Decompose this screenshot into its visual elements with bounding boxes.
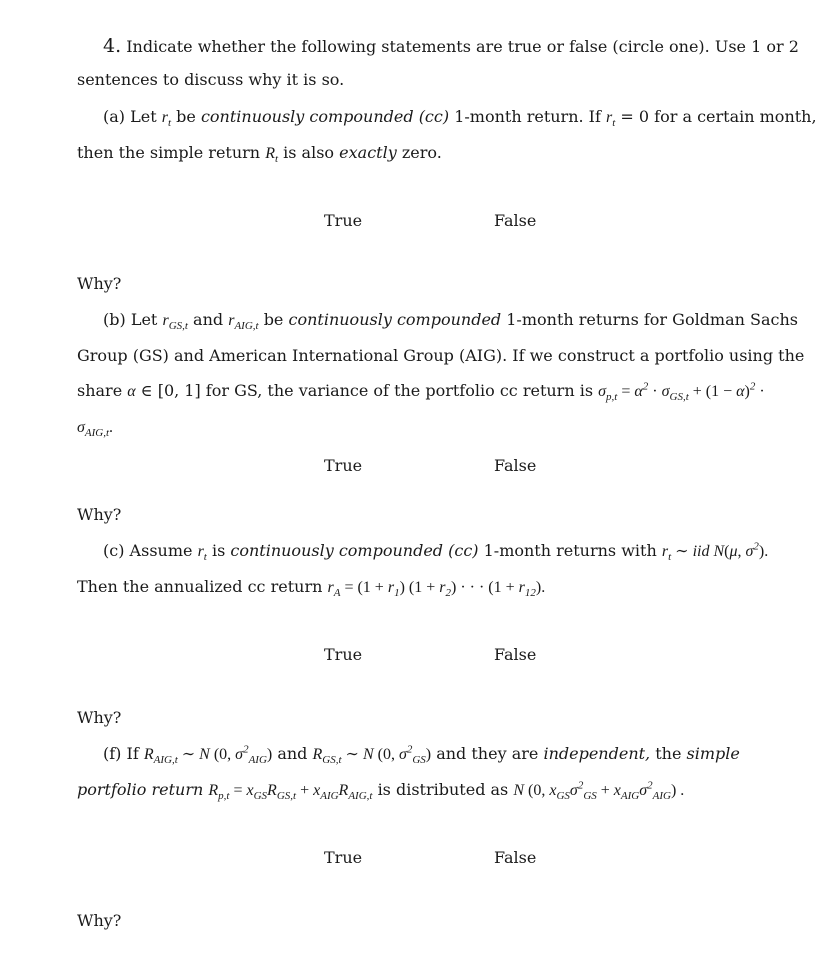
emphasis: portfolio return [77, 780, 204, 799]
math-alpha: α [127, 383, 136, 400]
text: be [263, 310, 284, 329]
text: zero. [401, 143, 442, 162]
math-raig-dist: $R_{AIG,t}$ ∼ N (0, $\sigma^2_{AIG}$) [143, 743, 273, 767]
part-b-line3 [77, 381, 765, 402]
why-label: Why? [77, 911, 122, 930]
text: = 0 for a certain month, [620, 107, 817, 126]
text: If [126, 744, 139, 763]
emphasis: exactly [339, 143, 397, 162]
part-a-label: (a) [103, 107, 126, 126]
question-intro-line2: sentences to discuss why it is so. [77, 70, 345, 89]
math-Rt: $R_t$ [265, 145, 279, 166]
text: is also [283, 143, 335, 162]
question-number: 4. [103, 35, 122, 57]
part-b-label: (b) [103, 310, 126, 329]
math-rt: $r_t$ [161, 109, 172, 130]
question-intro-line1: Indicate whether the following statements are true or false (circle one). Use 1 or 2 [126, 37, 799, 56]
why-label: Why? [77, 505, 122, 524]
math-portfolio-dist: N (0, $x_{GS}\sigma^2_{GS} + x_{AIG}\sigma^2_{AIG}$) . [513, 779, 685, 803]
text: and they are [436, 744, 539, 763]
true-option[interactable]: True [324, 211, 363, 230]
text: Let [130, 107, 157, 126]
part-c-label: (c) [103, 541, 125, 560]
text: Let [130, 310, 158, 329]
false-option[interactable]: False [494, 848, 537, 867]
text: Assume [129, 541, 193, 560]
text: be [176, 107, 196, 126]
part-f-line2 [77, 780, 684, 801]
math-raig: $r_{AIG,t}$ [228, 312, 259, 333]
text: and [193, 310, 224, 329]
part-b-line2: Group (GS) and American International Group (AIG). If we construct a portfolio using the [77, 346, 805, 365]
part-f-line1 [103, 744, 740, 765]
math-variance-formula: $\sigma_{p,t} = \alpha^2 \cdot \sigma_{GS,t} + (1 - \alpha)^2$ · [598, 380, 765, 404]
false-option[interactable]: False [494, 211, 537, 230]
emphasis: continuously compounded (cc) [200, 107, 450, 126]
text: ∈ [0, 1] for GS, the variance of the portfolio cc return is [140, 381, 594, 400]
false-option[interactable]: False [494, 456, 537, 475]
emphasis: independent, [543, 744, 651, 763]
text: is distributed as [377, 780, 509, 799]
true-option[interactable]: True [324, 645, 363, 664]
part-a-line2 [77, 143, 442, 164]
emphasis: simple [686, 744, 740, 763]
part-c-line2 [77, 577, 545, 598]
math-sigma-aig: $\sigma_{AIG,t}$. [77, 419, 114, 440]
part-a-line1 [103, 107, 817, 128]
text: and [277, 744, 308, 763]
true-option[interactable]: True [324, 456, 363, 475]
text: 1-month returns for Goldman Sachs [506, 310, 799, 329]
math-rt: $r_t$ [197, 543, 207, 564]
why-label: Why? [77, 708, 122, 727]
text: then the simple return [77, 143, 261, 162]
text: share [77, 381, 123, 400]
emphasis: continuously compounded (cc) [230, 541, 479, 560]
false-option[interactable]: False [494, 645, 537, 664]
math-iid-normal: $r_t$ ∼ iid N(μ, $\sigma^2$). [661, 540, 769, 564]
math-annualized-formula: $r_A = (1 + r_1) (1 + r_2)$ · · · $(1 + r_{12})$. [327, 579, 546, 600]
text: Then the annualized cc return [77, 577, 323, 596]
part-b-line1 [103, 310, 798, 331]
math-rgs: $r_{GS,t}$ [162, 312, 188, 333]
text: 1-month return. If [454, 107, 601, 126]
text: the [655, 744, 682, 763]
math-rgs-dist: $R_{GS,t}$ ∼ N (0, $\sigma^2_{GS}$) [312, 743, 432, 767]
part-f-label: (f) [103, 744, 122, 763]
part-c-line1 [103, 541, 768, 562]
emphasis: continuously compounded [288, 310, 502, 329]
text: is [211, 541, 226, 560]
true-option[interactable]: True [324, 848, 363, 867]
text: 1-month returns with [483, 541, 657, 560]
question-intro [103, 36, 799, 57]
math-rt: $r_t$ [606, 109, 616, 130]
math-portfolio-return: $R_{p,t} = x_{GS}R_{GS,t} + x_{AIG}R_{AIG,t}$ [208, 782, 373, 803]
part-b-line4 [77, 417, 113, 438]
why-label: Why? [77, 274, 122, 293]
